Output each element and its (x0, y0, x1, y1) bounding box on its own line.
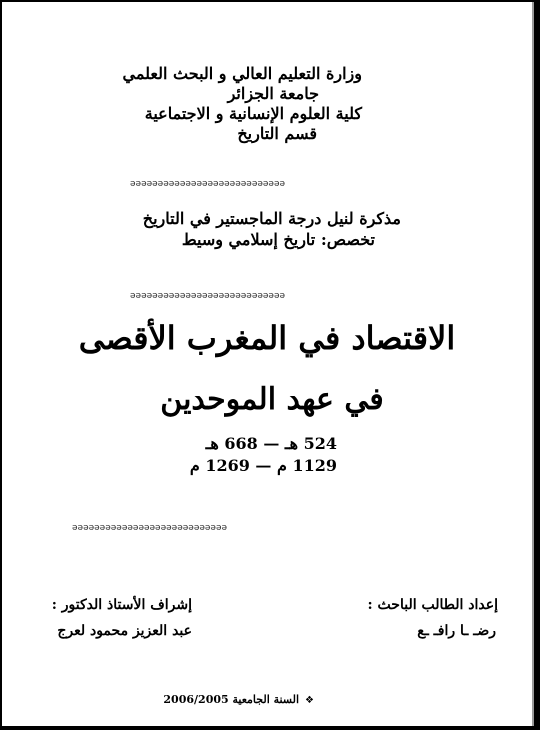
supervisor-label: إشراف الأستاذ الدكتور : (51, 597, 192, 613)
thesis-title-line-2: في عهد الموحدين (160, 382, 384, 417)
hijri-date-range: 524 هـ — 668 هـ (205, 434, 337, 453)
gregorian-date-range: 1129 م — 1269 م (189, 456, 337, 475)
ornament-divider-2: ǝǝǝǝǝǝǝǝǝǝǝǝǝǝǝǝǝǝǝǝǝǝǝǝǝǝǝǝ (130, 291, 286, 301)
specialization-line: تخصص: تاريخ إسلامي وسيط (181, 230, 375, 249)
academic-year (163, 693, 314, 708)
academic-year-text: السنة الجامعية 2006/2005 (163, 693, 300, 706)
supervisor-name: عبد العزيز محمود لعرج (57, 623, 192, 639)
degree-line: مذكرة لنيل درجة الماجستير في التاريخ (142, 209, 401, 228)
document-page (2, 2, 534, 726)
student-name: رضـ ـا رافـ ـع (417, 623, 496, 639)
ministry-name: وزارة التعليم العالي و البحث العلمي (122, 64, 362, 83)
faculty-name: كلية العلوم الإنسانية و الاجتماعية (144, 104, 362, 123)
prepared-by-label: إعداد الطالب الباحث : (367, 597, 498, 613)
ornament-divider-3: ǝǝǝǝǝǝǝǝǝǝǝǝǝǝǝǝǝǝǝǝǝǝǝǝǝǝǝǝ (72, 523, 228, 533)
university-name: جامعة الجزائر (227, 84, 319, 103)
diamond-bullet-icon: ❖ (305, 695, 314, 706)
department-name: قسم التاريخ (237, 124, 317, 143)
thesis-title-line-1: الاقتصاد في المغرب الأقصى (78, 319, 456, 357)
ornament-divider-1: ǝǝǝǝǝǝǝǝǝǝǝǝǝǝǝǝǝǝǝǝǝǝǝǝǝǝǝǝ (130, 179, 286, 189)
